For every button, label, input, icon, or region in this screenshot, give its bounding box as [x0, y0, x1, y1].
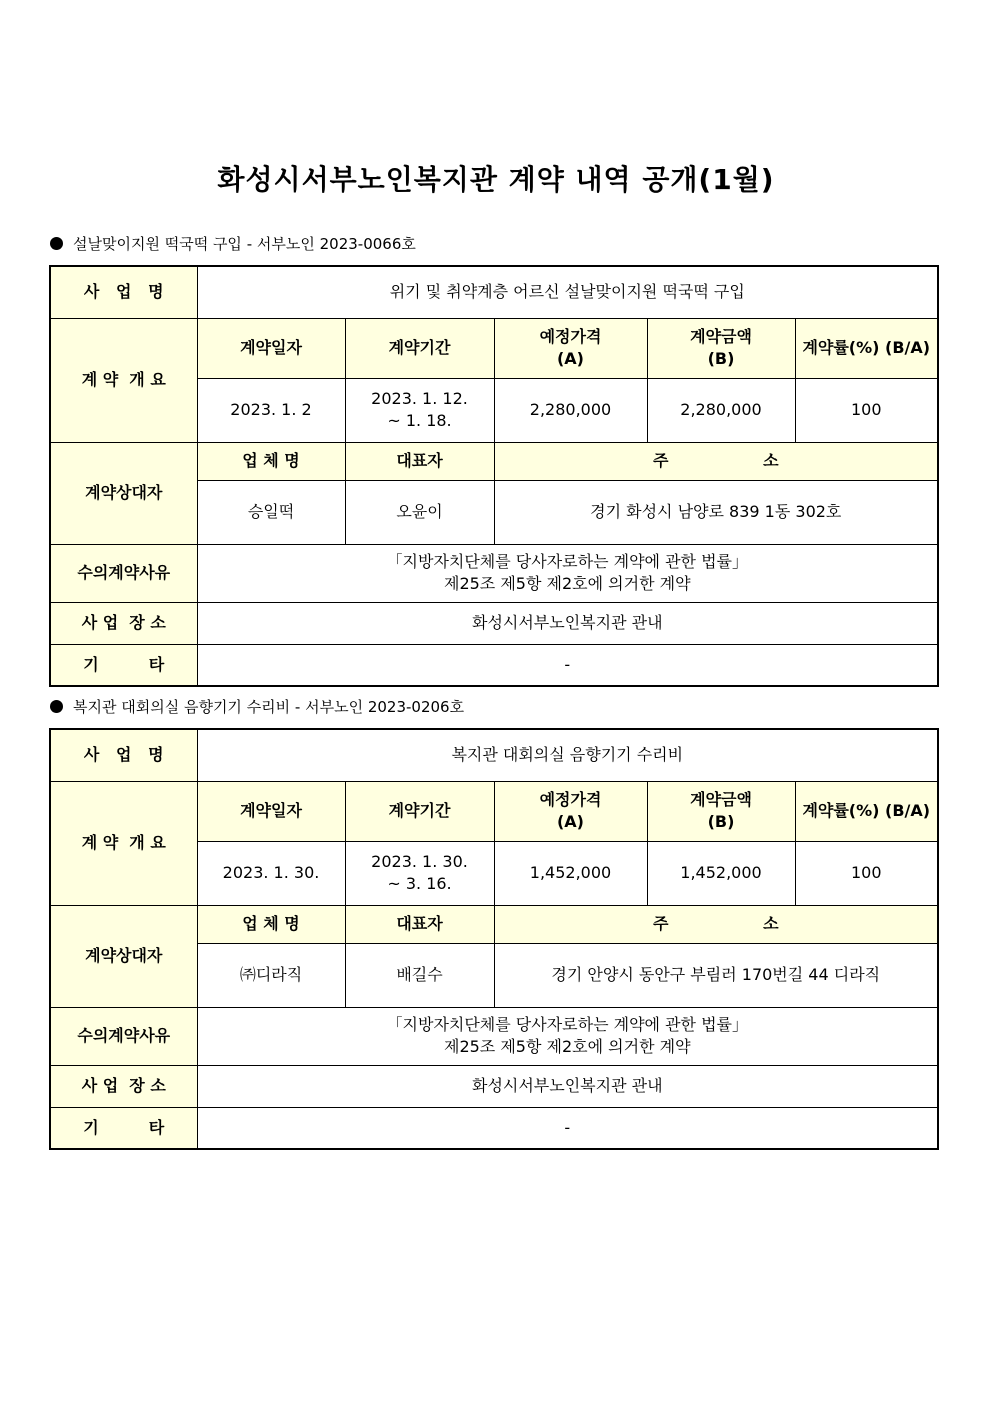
- private-contract-reason-label: 수의계약사유: [50, 544, 197, 602]
- other-label: 기 타: [50, 1107, 197, 1149]
- bullet-icon: [50, 700, 63, 713]
- representative-header: 대표자: [345, 905, 494, 943]
- representative-value: 오윤이: [345, 480, 494, 544]
- contract-table-1: [49, 265, 939, 687]
- contract-table-2: [49, 728, 939, 1150]
- contract-date-value: 2023. 1. 2: [197, 378, 345, 442]
- estimated-price-header-line2: (A): [556, 812, 584, 831]
- section-heading-text: 설날맞이지원 떡국떡 구입 - 서부노인 2023-0066호: [73, 235, 416, 253]
- project-name-value: 위기 및 취약계층 어르신 설날맞이지원 떡국떡 구입: [197, 266, 938, 318]
- contract-rate-value: 100: [795, 841, 938, 905]
- contract-overview-label: 계 약 개 요: [50, 781, 197, 905]
- other-value: -: [197, 1107, 938, 1149]
- contract-amount-header: [647, 781, 795, 841]
- project-location-label: 사 업 장 소: [50, 1065, 197, 1107]
- project-name-row: [50, 266, 938, 318]
- contract-period-line1: 2023. 1. 30.: [371, 852, 468, 871]
- reason-line2: 제25조 제5항 제2호에 의거한 계약: [443, 1037, 691, 1056]
- company-name-value: 승일떡: [197, 480, 345, 544]
- contract-amount-header-line2: (B): [707, 349, 735, 368]
- contract-period-header: 계약기간: [345, 781, 494, 841]
- counterparty-label: 계약상대자: [50, 442, 197, 544]
- estimated-price-header-line2: (A): [556, 349, 584, 368]
- private-contract-reason-label: 수의계약사유: [50, 1007, 197, 1065]
- estimated-price-header-line1: 예정가격: [539, 327, 602, 346]
- representative-header: 대표자: [345, 442, 494, 480]
- company-name-header: 업 체 명: [197, 905, 345, 943]
- contract-amount-header: [647, 318, 795, 378]
- contract-period-header: 계약기간: [345, 318, 494, 378]
- reason-line1: 「지방자치단체를 당사자로하는 계약에 관한 법률」: [386, 1015, 748, 1034]
- contract-date-value: 2023. 1. 30.: [197, 841, 345, 905]
- estimated-price-value: 2,280,000: [494, 378, 647, 442]
- estimated-price-value: 1,452,000: [494, 841, 647, 905]
- counterparty-header-row: [50, 905, 938, 943]
- contract-amount-header-line1: 계약금액: [690, 327, 752, 346]
- estimated-price-header-line1: 예정가격: [539, 790, 602, 809]
- project-location-value: 화성시서부노인복지관 관내: [197, 1065, 938, 1107]
- page-title: 화성시서부노인복지관 계약 내역 공개(1월): [217, 163, 775, 196]
- contract-amount-header-line2: (B): [707, 812, 735, 831]
- contract-rate-header: 계약률(%) (B/A): [795, 781, 938, 841]
- other-row: [50, 644, 938, 686]
- estimated-price-header: [494, 318, 647, 378]
- private-contract-reason-value: [197, 544, 938, 602]
- contract-period-value: [345, 378, 494, 442]
- location-row: [50, 1065, 938, 1107]
- bullet-icon: [50, 237, 63, 250]
- company-name-value: ㈜디라직: [197, 943, 345, 1007]
- counterparty-header-row: [50, 442, 938, 480]
- reason-row: [50, 1007, 938, 1065]
- project-location-value: 화성시서부노인복지관 관내: [197, 602, 938, 644]
- reason-line1: 「지방자치단체를 당사자로하는 계약에 관한 법률」: [386, 552, 748, 571]
- contract-rate-header: 계약률(%) (B/A): [795, 318, 938, 378]
- location-row: [50, 602, 938, 644]
- project-location-label: 사 업 장 소: [50, 602, 197, 644]
- estimated-price-header: [494, 781, 647, 841]
- private-contract-reason-value: [197, 1007, 938, 1065]
- address-header: 주 소: [494, 442, 938, 480]
- address-value: 경기 안양시 동안구 부림러 170번길 44 디라직: [494, 943, 938, 1007]
- project-name-value: 복지관 대회의실 음향기기 수리비: [197, 729, 938, 781]
- contract-date-header: 계약일자: [197, 318, 345, 378]
- contract-amount-value: 2,280,000: [647, 378, 795, 442]
- contract-amount-header-line1: 계약금액: [690, 790, 752, 809]
- section-heading-text: 복지관 대회의실 음향기기 수리비 - 서부노인 2023-0206호: [73, 698, 465, 716]
- other-value: -: [197, 644, 938, 686]
- contract-period-line1: 2023. 1. 12.: [371, 389, 468, 408]
- project-name-label: 사 업 명: [50, 729, 197, 781]
- other-row: [50, 1107, 938, 1149]
- address-value: 경기 화성시 남양로 839 1동 302호: [494, 480, 938, 544]
- contract-overview-label: 계 약 개 요: [50, 318, 197, 442]
- contract-rate-value: 100: [795, 378, 938, 442]
- contract-date-header: 계약일자: [197, 781, 345, 841]
- representative-value: 배길수: [345, 943, 494, 1007]
- counterparty-label: 계약상대자: [50, 905, 197, 1007]
- reason-row: [50, 544, 938, 602]
- company-name-header: 업 체 명: [197, 442, 345, 480]
- section-heading-2: [50, 697, 464, 717]
- contract-period-value: [345, 841, 494, 905]
- overview-header-row: [50, 318, 938, 378]
- address-header: 주 소: [494, 905, 938, 943]
- project-name-label: 사 업 명: [50, 266, 197, 318]
- contract-period-line2: ~ 3. 16.: [387, 874, 452, 893]
- contract-amount-value: 1,452,000: [647, 841, 795, 905]
- project-name-row: [50, 729, 938, 781]
- overview-header-row: [50, 781, 938, 841]
- reason-line2: 제25조 제5항 제2호에 의거한 계약: [443, 574, 691, 593]
- contract-period-line2: ~ 1. 18.: [387, 411, 452, 430]
- other-label: 기 타: [50, 644, 197, 686]
- section-heading-1: [50, 234, 416, 254]
